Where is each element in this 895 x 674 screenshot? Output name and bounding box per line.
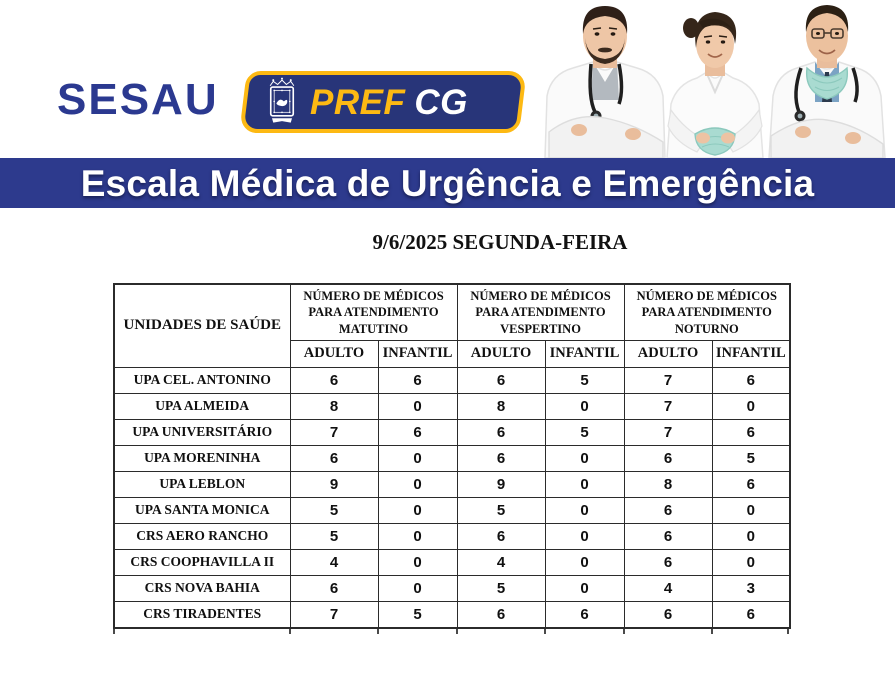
value-cell: 9	[457, 471, 545, 497]
prefcg-text-pref: PREF	[310, 82, 406, 122]
schedule-table-wrap	[113, 283, 793, 634]
table-row	[114, 419, 790, 445]
prefcg-logo-inner	[247, 75, 519, 129]
value-cell: 6	[290, 575, 378, 601]
value-cell: 5	[545, 367, 624, 393]
value-cell: 5	[457, 497, 545, 523]
value-cell: 0	[378, 393, 457, 419]
unit-cell: UPA LEBLON	[114, 471, 290, 497]
unit-column-header: UNIDADES DE SAÚDE	[114, 284, 290, 367]
prefcg-logo	[239, 71, 527, 133]
unit-cell: CRS COOPHAVILLA II	[114, 549, 290, 575]
value-cell: 0	[545, 497, 624, 523]
value-cell: 6	[457, 523, 545, 549]
value-cell: 5	[290, 497, 378, 523]
unit-cell: UPA ALMEIDA	[114, 393, 290, 419]
value-cell: 6	[712, 471, 790, 497]
table-row	[114, 549, 790, 575]
value-cell: 0	[545, 471, 624, 497]
sub-header-adulto: ADULTO	[457, 340, 545, 367]
value-cell: 0	[545, 445, 624, 471]
value-cell: 6	[378, 367, 457, 393]
period-header-matutino: NÚMERO DE MÉDICOS PARA ATENDIMENTO MATUTINO	[290, 284, 457, 340]
sub-header-infantil: INFANTIL	[378, 340, 457, 367]
value-cell: 8	[624, 471, 712, 497]
sub-header-infantil: INFANTIL	[712, 340, 790, 367]
value-cell: 7	[624, 393, 712, 419]
value-cell: 7	[624, 419, 712, 445]
value-cell: 6	[624, 445, 712, 471]
value-cell: 7	[624, 367, 712, 393]
table-row	[114, 393, 790, 419]
value-cell: 4	[457, 549, 545, 575]
value-cell: 6	[457, 367, 545, 393]
table-cutoff-stubs	[113, 629, 789, 634]
unit-cell: CRS AERO RANCHO	[114, 523, 290, 549]
value-cell: 6	[290, 445, 378, 471]
sub-header-adulto: ADULTO	[624, 340, 712, 367]
value-cell: 0	[545, 393, 624, 419]
table-row	[114, 601, 790, 628]
value-cell: 7	[290, 601, 378, 628]
value-cell: 5	[545, 419, 624, 445]
value-cell: 0	[378, 549, 457, 575]
value-cell: 6	[545, 601, 624, 628]
period-header-vespertino: NÚMERO DE MÉDICOS PARA ATENDIMENTO VESPERTINO	[457, 284, 624, 340]
value-cell: 0	[545, 549, 624, 575]
value-cell: 6	[457, 445, 545, 471]
value-cell: 0	[378, 575, 457, 601]
table-row	[114, 367, 790, 393]
value-cell: 6	[712, 367, 790, 393]
value-cell: 8	[457, 393, 545, 419]
value-cell: 6	[290, 367, 378, 393]
value-cell: 0	[378, 445, 457, 471]
table-row	[114, 575, 790, 601]
unit-cell: UPA SANTA MONICA	[114, 497, 290, 523]
value-cell: 0	[712, 549, 790, 575]
value-cell: 6	[624, 497, 712, 523]
value-cell: 5	[378, 601, 457, 628]
unit-cell: UPA UNIVERSITÁRIO	[114, 419, 290, 445]
period-header-noturno: NÚMERO DE MÉDICOS PARA ATENDIMENTO NOTURNO	[624, 284, 790, 340]
sub-header-infantil: INFANTIL	[545, 340, 624, 367]
unit-cell: UPA MORENINHA	[114, 445, 290, 471]
table-row	[114, 497, 790, 523]
sub-header-adulto: ADULTO	[290, 340, 378, 367]
date-line: 9/6/2025 SEGUNDA-FEIRA	[372, 230, 628, 254]
value-cell: 4	[290, 549, 378, 575]
prefcg-text-cg: CG	[414, 82, 468, 122]
doctors-photo	[535, 0, 895, 158]
schedule-table-body	[114, 367, 790, 628]
value-cell: 0	[712, 393, 790, 419]
value-cell: 0	[545, 523, 624, 549]
banner	[0, 158, 895, 208]
value-cell: 5	[457, 575, 545, 601]
value-cell: 0	[712, 523, 790, 549]
value-cell: 0	[378, 497, 457, 523]
value-cell: 0	[712, 497, 790, 523]
value-cell: 5	[712, 445, 790, 471]
value-cell: 6	[624, 549, 712, 575]
unit-cell: UPA CEL. ANTONINO	[114, 367, 290, 393]
value-cell: 6	[378, 419, 457, 445]
value-cell: 3	[712, 575, 790, 601]
value-cell: 6	[624, 523, 712, 549]
value-cell: 6	[457, 601, 545, 628]
value-cell: 4	[624, 575, 712, 601]
table-row	[114, 445, 790, 471]
table-row	[114, 471, 790, 497]
value-cell: 8	[290, 393, 378, 419]
banner-title: Escala Médica de Urgência e Emergência	[80, 162, 815, 204]
value-cell: 6	[712, 601, 790, 628]
value-cell: 6	[712, 419, 790, 445]
value-cell: 5	[290, 523, 378, 549]
campo-grande-crest-icon	[263, 77, 301, 127]
value-cell: 7	[290, 419, 378, 445]
unit-cell: CRS NOVA BAHIA	[114, 575, 290, 601]
value-cell: 0	[378, 523, 457, 549]
value-cell: 6	[457, 419, 545, 445]
unit-cell: CRS TIRADENTES	[114, 601, 290, 628]
value-cell: 0	[545, 575, 624, 601]
schedule-table	[113, 283, 791, 629]
value-cell: 6	[624, 601, 712, 628]
value-cell: 9	[290, 471, 378, 497]
sesau-logo: SESAU	[57, 75, 219, 124]
value-cell: 0	[378, 471, 457, 497]
table-row	[114, 523, 790, 549]
